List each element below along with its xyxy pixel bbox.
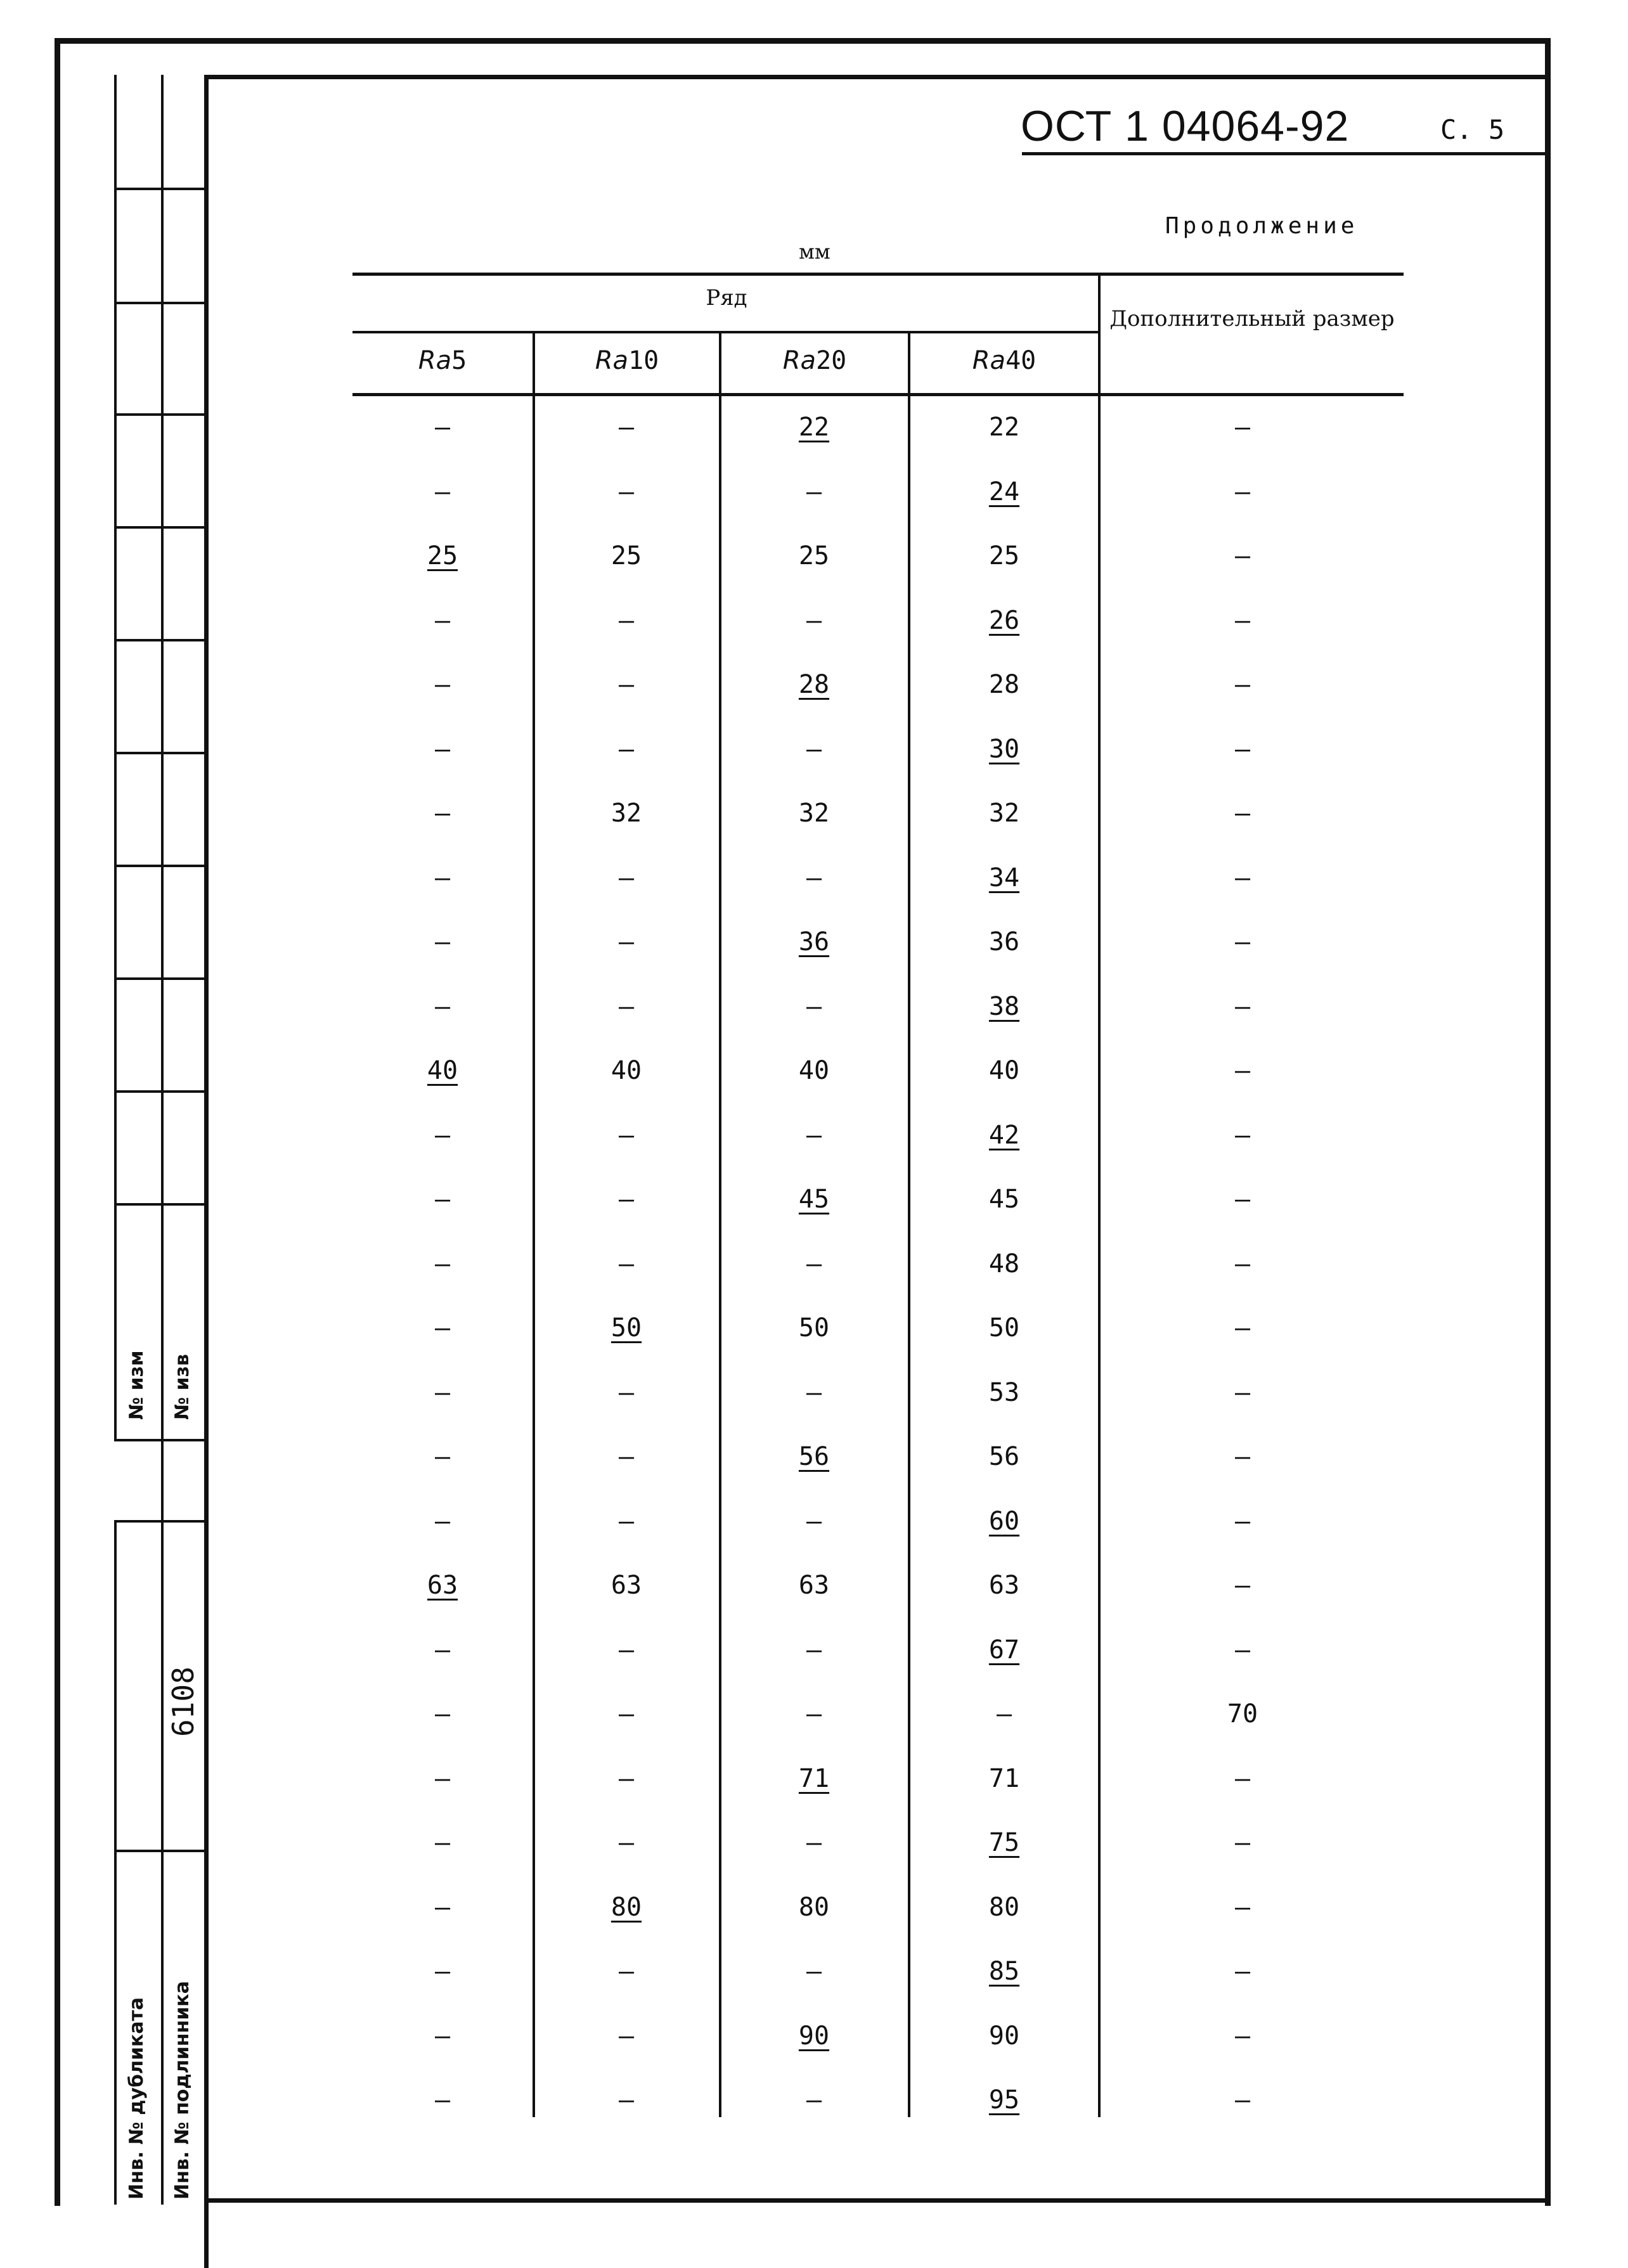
series-value-cell: 25 [798,541,830,570]
series-value-cell: – [618,1828,635,1857]
series-value-cell: 53 [988,1378,1020,1407]
col-divider-1 [533,331,535,2117]
additional-size-cell: – [1234,1185,1251,1214]
document-code: ОСТ 1 04064-92 [1021,102,1350,150]
series-value-cell: 56 [798,1442,830,1471]
additional-size-cell: – [1234,1828,1251,1857]
series-value-cell: 90 [798,2021,830,2051]
series-value-cell: – [434,1828,451,1857]
additional-size-cell: 70 [1227,1699,1258,1729]
series-value-cell: 32 [798,799,830,828]
series-value-cell: – [996,1699,1012,1729]
additional-size-cell: – [1234,799,1251,828]
series-value-cell: – [618,2021,635,2051]
strip-cell-line [114,865,204,867]
additional-size-cell: – [1234,1378,1251,1407]
additional-header: Дополнительный размер [1109,306,1395,332]
series-value-cell: – [434,1507,451,1536]
table-top-border [352,273,1404,276]
strip-cell-line [114,302,204,304]
column-header-ra20: Ra20 [782,346,847,375]
label-inv-original: Инв. № подлинника [171,1981,193,2200]
series-value-cell: 22 [798,413,830,442]
series-value-cell: 90 [988,2021,1020,2051]
series-value-cell: – [434,1378,451,1407]
series-value-cell: – [434,1121,451,1150]
series-value-cell: – [806,992,822,1021]
series-value-cell: – [806,2085,822,2115]
series-value-cell: 25 [610,541,642,570]
series-value-cell: 63 [988,1571,1020,1600]
series-value-cell: 63 [610,1571,642,1600]
series-value-cell: 80 [610,1893,642,1922]
series-value-cell: 63 [798,1571,830,1600]
unit-label: мм [799,240,830,264]
series-value-cell: 50 [798,1313,830,1343]
col-divider-3 [908,331,910,2117]
additional-size-cell: – [1234,1635,1251,1665]
series-value-cell: – [618,2085,635,2115]
series-value-cell: – [618,477,635,506]
series-value-cell: 60 [988,1507,1020,1536]
series-value-cell: 32 [988,799,1020,828]
series-value-cell: – [618,1121,635,1150]
series-value-cell: – [618,863,635,892]
series-value-cell: 36 [988,927,1020,957]
strip-cell-line [114,977,204,980]
inventory-number: 6108 [166,1666,200,1737]
additional-size-cell: – [1234,863,1251,892]
strip-cell-line [114,639,204,641]
series-value-cell: – [806,606,822,635]
series-value-cell: – [434,992,451,1021]
series-value-cell: 85 [988,1957,1020,1986]
series-value-cell: – [434,1185,451,1214]
additional-size-cell: – [1234,735,1251,764]
additional-size-cell: – [1234,1313,1251,1343]
series-value-cell: – [806,1828,822,1857]
series-value-cell: 40 [798,1056,830,1085]
series-value-cell: 26 [988,606,1020,635]
label-inv-duplicate: Инв. № дубликата [126,1997,148,2200]
additional-size-cell: – [1234,1957,1251,1986]
series-value-cell: – [806,863,822,892]
series-value-cell: – [806,735,822,764]
page-number: С. 5 [1440,114,1505,145]
series-value-cell: – [618,670,635,699]
series-value-cell: – [434,927,451,957]
series-value-cell: – [806,1249,822,1279]
series-value-cell: – [434,1893,451,1922]
additional-size-cell: – [1234,413,1251,442]
series-value-cell: 34 [988,863,1020,892]
series-value-cell: – [434,477,451,506]
series-value-cell: 40 [988,1056,1020,1085]
series-value-cell: – [618,735,635,764]
group-header-border [352,331,1101,333]
series-value-cell: 48 [988,1249,1020,1279]
series-value-cell: – [434,413,451,442]
series-value-cell: 80 [988,1893,1020,1922]
series-value-cell: 71 [988,1764,1020,1793]
series-value-cell: – [806,1699,822,1729]
series-value-cell: 22 [988,413,1020,442]
label-izv: № изв [171,1354,193,1420]
strip-cell-line [114,413,204,416]
series-value-cell: – [434,1249,451,1279]
series-value-cell: 28 [988,670,1020,699]
series-value-cell: 63 [427,1571,458,1600]
additional-size-cell: – [1234,670,1251,699]
series-value-cell: 95 [988,2085,1020,2115]
series-value-cell: – [434,1442,451,1471]
series-value-cell: – [434,2021,451,2051]
series-value-cell: – [618,606,635,635]
col-divider-2 [719,331,721,2117]
series-value-cell: 40 [427,1056,458,1085]
strip-cell-line [114,1203,204,1206]
series-value-cell: – [434,799,451,828]
additional-size-cell: – [1234,541,1251,570]
additional-size-cell: – [1234,927,1251,957]
additional-size-cell: – [1234,992,1251,1021]
strip-divider [161,75,164,2205]
series-value-cell: – [618,1185,635,1214]
series-value-cell: – [434,2085,451,2115]
additional-size-cell: – [1234,1249,1251,1279]
series-value-cell: 24 [988,477,1020,506]
strip-cell-line [114,526,204,529]
strip-cell-line [114,752,204,754]
strip-border-left-bottom [114,1520,117,2205]
header-underline [1022,152,1548,155]
series-value-cell: 56 [988,1442,1020,1471]
work-area-bottom-border [204,2198,1547,2203]
additional-size-cell: – [1234,1764,1251,1793]
series-value-cell: – [434,1635,451,1665]
series-value-cell: 50 [988,1313,1020,1343]
series-value-cell: – [806,1121,822,1150]
series-value-cell: – [806,1635,822,1665]
additional-size-cell: – [1234,477,1251,506]
series-value-cell: – [806,1507,822,1536]
series-value-cell: 42 [988,1121,1020,1150]
series-value-cell: – [618,1507,635,1536]
series-value-cell: 45 [798,1185,830,1214]
group-header: Ряд [706,285,747,311]
series-value-cell: 67 [988,1635,1020,1665]
additional-size-cell: – [1234,2021,1251,2051]
series-value-cell: 40 [610,1056,642,1085]
series-value-cell: – [618,927,635,957]
series-value-cell: – [618,992,635,1021]
series-value-cell: – [434,670,451,699]
label-izm: № изм [126,1350,148,1420]
additional-size-cell: – [1234,2085,1251,2115]
series-value-cell: 36 [798,927,830,957]
column-header-ra10: Ra10 [595,346,659,375]
strip-cell-line [114,1090,204,1093]
series-value-cell: – [618,1378,635,1407]
series-value-cell: 38 [988,992,1020,1021]
series-value-cell: 71 [798,1764,830,1793]
series-value-cell: – [434,1957,451,1986]
series-value-cell: – [806,1378,822,1407]
series-value-cell: – [434,863,451,892]
series-value-cell: 25 [427,541,458,570]
strip-cell-line [114,188,204,190]
additional-size-cell: – [1234,1507,1251,1536]
column-header-ra40: Ra40 [972,346,1037,375]
series-value-cell: – [618,1764,635,1793]
series-value-cell: 32 [610,799,642,828]
header-bottom-border [352,393,1404,396]
series-value-cell: – [434,1313,451,1343]
additional-size-cell: – [1234,606,1251,635]
series-value-cell: 30 [988,735,1020,764]
series-value-cell: – [806,1957,822,1986]
column-header-ra5: Ra5 [418,346,467,375]
series-value-cell: – [434,606,451,635]
series-value-cell: – [618,1249,635,1279]
series-value-cell: – [434,1764,451,1793]
series-value-cell: – [434,1699,451,1729]
additional-size-cell: – [1234,1121,1251,1150]
series-value-cell: – [618,413,635,442]
series-value-cell: – [618,1699,635,1729]
strip-cell-line [114,1520,204,1523]
series-value-cell: – [618,1442,635,1471]
series-value-cell: 28 [798,670,830,699]
series-value-cell: – [618,1957,635,1986]
strip-cell-line [114,1850,204,1852]
series-value-cell: – [434,735,451,764]
col-divider-4 [1098,273,1101,2117]
additional-size-cell: – [1234,1571,1251,1600]
series-value-cell: – [618,1635,635,1665]
work-area-frame [204,75,1547,2268]
series-value-cell: 75 [988,1828,1020,1857]
continuation-label: Продолжение [1165,213,1359,239]
series-value-cell: 80 [798,1893,830,1922]
strip-cell-line [114,1439,204,1441]
strip-border-left-top [114,75,117,1441]
additional-size-cell: – [1234,1893,1251,1922]
series-value-cell: 25 [988,541,1020,570]
series-value-cell: – [806,477,822,506]
additional-size-cell: – [1234,1442,1251,1471]
series-value-cell: 50 [610,1313,642,1343]
additional-size-cell: – [1234,1056,1251,1085]
series-value-cell: 45 [988,1185,1020,1214]
